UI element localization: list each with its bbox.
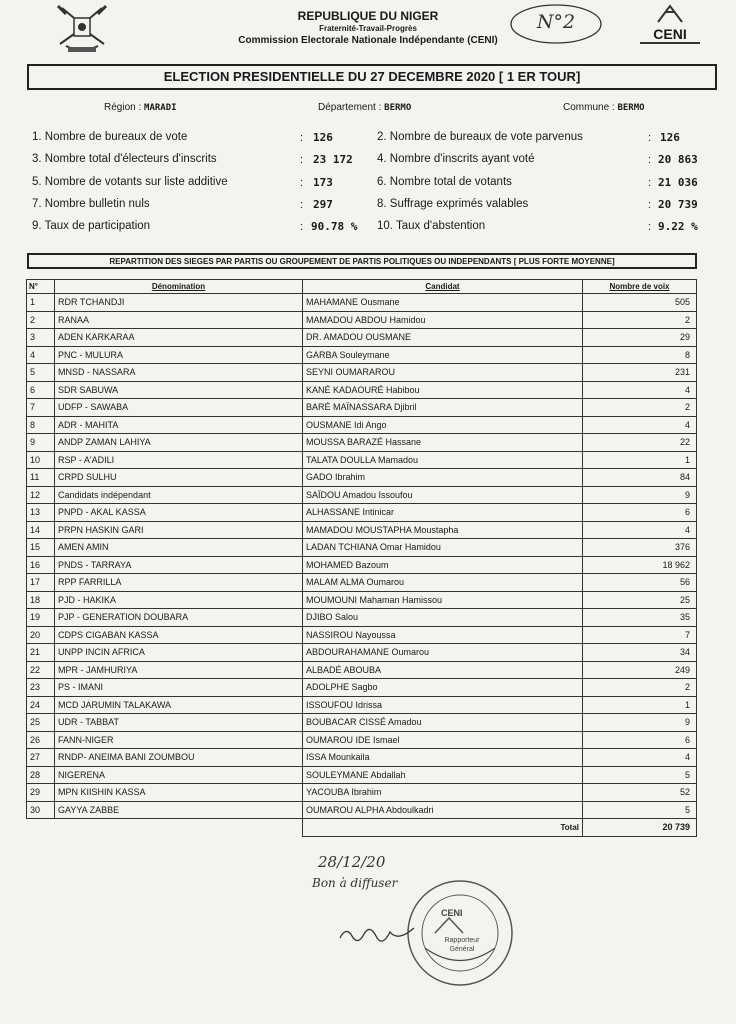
table-row xyxy=(27,451,697,469)
vote-count: 5 xyxy=(583,801,697,819)
candidate-name: ISSOUFOU Idrissa xyxy=(303,696,583,714)
row-number: 15 xyxy=(27,539,55,557)
party-name: RSP - A'ADILI xyxy=(55,451,303,469)
stat-colon: : xyxy=(300,154,304,166)
stat-label: 6. Nombre total de votants xyxy=(377,176,512,188)
election-title: ELECTION PRESIDENTIELLE DU 27 DECEMBRE 2020 [ 1 ER TOUR] xyxy=(27,64,717,90)
stat-label: 5. Nombre de votants sur liste additive xyxy=(32,176,228,188)
stat-colon: : xyxy=(300,199,304,211)
vote-count: 4 xyxy=(583,381,697,399)
stat-colon: : xyxy=(300,221,304,233)
vote-count: 9 xyxy=(583,714,697,732)
region-label: Région : xyxy=(104,102,142,113)
vote-count: 1 xyxy=(583,696,697,714)
party-name: CDPS CIGABAN KASSA xyxy=(55,626,303,644)
official-stamp xyxy=(405,878,515,988)
party-name: MPR - JAMHURIYA xyxy=(55,661,303,679)
table-row xyxy=(27,469,697,487)
row-number: 19 xyxy=(27,609,55,627)
candidate-name: OUMAROU IDE Ismael xyxy=(303,731,583,749)
table-row xyxy=(27,749,697,767)
row-number: 25 xyxy=(27,714,55,732)
row-number: 14 xyxy=(27,521,55,539)
party-name: PNDS - TARRAYA xyxy=(55,556,303,574)
row-number: 13 xyxy=(27,504,55,522)
vote-count: 5 xyxy=(583,766,697,784)
table-row xyxy=(27,311,697,329)
stat-value: 20 739 xyxy=(658,198,698,211)
vote-count: 376 xyxy=(583,539,697,557)
table-row xyxy=(27,626,697,644)
table-row xyxy=(27,644,697,662)
vote-count: 6 xyxy=(583,731,697,749)
vote-count: 2 xyxy=(583,311,697,329)
table-row xyxy=(27,556,697,574)
vote-count: 52 xyxy=(583,784,697,802)
party-name: UDFP - SAWABA xyxy=(55,399,303,417)
ceni-logo-text: CENI xyxy=(640,26,700,44)
stat-value: 126 xyxy=(313,131,333,144)
candidate-name: OUMAROU ALPHA Abdoulkadri xyxy=(303,801,583,819)
candidate-name: SEYNI OUMARAROU xyxy=(303,364,583,382)
table-row xyxy=(27,346,697,364)
vote-count: 231 xyxy=(583,364,697,382)
party-name: PS - IMANI xyxy=(55,679,303,697)
candidate-name: ALBADÉ ABOUBA xyxy=(303,661,583,679)
candidate-name: MAMADOU ABDOU Hamidou xyxy=(303,311,583,329)
table-row xyxy=(27,294,697,312)
total-value: 20 739 xyxy=(583,819,697,837)
region xyxy=(104,102,177,113)
stat-colon: : xyxy=(648,199,652,211)
candidate-name: BOUBACAR CISSÉ Amadou xyxy=(303,714,583,732)
candidate-name: SOULEYMANE Abdallah xyxy=(303,766,583,784)
vote-count: 18 962 xyxy=(583,556,697,574)
vote-count: 29 xyxy=(583,329,697,347)
row-number: 3 xyxy=(27,329,55,347)
vote-count: 4 xyxy=(583,749,697,767)
handwritten-date: 28/12/20 xyxy=(318,853,386,871)
vote-count: 1 xyxy=(583,451,697,469)
stat-value: 9.22 % xyxy=(658,220,698,233)
party-name: Candidats indépendant xyxy=(55,486,303,504)
vote-count: 25 xyxy=(583,591,697,609)
row-number: 12 xyxy=(27,486,55,504)
candidate-name: YACOUBA Ibrahim xyxy=(303,784,583,802)
motto: Fraternité-Travail-Progrès xyxy=(319,24,417,33)
party-name: PRPN HASKIN GARI xyxy=(55,521,303,539)
candidate-name: MAMADOU MOUSTAPHA Moustapha xyxy=(303,521,583,539)
vote-count: 34 xyxy=(583,644,697,662)
candidate-name: GARBA Souleymane xyxy=(303,346,583,364)
vote-count: 84 xyxy=(583,469,697,487)
handwritten-note: Bon à diffuser xyxy=(312,876,398,890)
row-number: 10 xyxy=(27,451,55,469)
party-name: RDR TCHANDJI xyxy=(55,294,303,312)
row-number: 22 xyxy=(27,661,55,679)
party-name: FANN-NIGER xyxy=(55,731,303,749)
table-row xyxy=(27,766,697,784)
party-name: MCD JARUMIN TALAKAWA xyxy=(55,696,303,714)
table-row xyxy=(27,504,697,522)
party-name: PNC - MULURA xyxy=(55,346,303,364)
table-row xyxy=(27,521,697,539)
party-name: GAYYA ZABBE xyxy=(55,801,303,819)
departement xyxy=(318,102,411,113)
party-name: PJD - HAKIKA xyxy=(55,591,303,609)
row-number: 30 xyxy=(27,801,55,819)
candidate-name: DJIBO Salou xyxy=(303,609,583,627)
commission-name: Commission Electorale Nationale Indépendante (CENI) xyxy=(238,35,498,46)
stat-colon: : xyxy=(300,132,304,144)
col-header-number: N° xyxy=(27,280,55,294)
table-row xyxy=(27,591,697,609)
party-name: RNDP- ANEIMA BANI ZOUMBOU xyxy=(55,749,303,767)
candidate-name: ALHASSANE Intinicar xyxy=(303,504,583,522)
row-number: 2 xyxy=(27,311,55,329)
stat-value: 173 xyxy=(313,176,333,189)
candidate-name: OUSMANE Idi Ango xyxy=(303,416,583,434)
table-row xyxy=(27,679,697,697)
vote-count: 2 xyxy=(583,679,697,697)
row-number: 6 xyxy=(27,381,55,399)
stat-label: 9. Taux de participation xyxy=(32,220,151,232)
vote-count: 9 xyxy=(583,486,697,504)
commune xyxy=(563,102,645,113)
party-name: RANAA xyxy=(55,311,303,329)
vote-count: 4 xyxy=(583,416,697,434)
table-row xyxy=(27,364,697,382)
total-label: Total xyxy=(303,819,583,837)
row-number: 8 xyxy=(27,416,55,434)
table-row xyxy=(27,434,697,452)
number-note-text: N°2 xyxy=(536,11,576,33)
stat-label: 3. Nombre total d'électeurs d'inscrits xyxy=(32,153,217,165)
stat-colon: : xyxy=(648,177,652,189)
party-name: CRPD SULHU xyxy=(55,469,303,487)
candidate-name: ABDOURAHAMANE Oumarou xyxy=(303,644,583,662)
stat-value: 20 863 xyxy=(658,153,698,166)
row-number: 16 xyxy=(27,556,55,574)
row-number: 28 xyxy=(27,766,55,784)
candidate-name: LADAN TCHIANA Omar Hamidou xyxy=(303,539,583,557)
party-name: ANDP ZAMAN LAHIYA xyxy=(55,434,303,452)
stat-label: 1. Nombre de bureaux de vote xyxy=(32,131,188,143)
col-header-votes: Nombre de voix xyxy=(583,280,697,294)
party-name: MPN KIISHIN KASSA xyxy=(55,784,303,802)
party-name: PNPD - AKAL KASSA xyxy=(55,504,303,522)
stat-colon: : xyxy=(648,154,652,166)
candidate-name: DR. AMADOU OUSMANE xyxy=(303,329,583,347)
stat-label: 8. Suffrage exprimés valables xyxy=(377,198,529,210)
vote-count: 56 xyxy=(583,574,697,592)
table-row xyxy=(27,381,697,399)
table-row xyxy=(27,609,697,627)
vote-count: 505 xyxy=(583,294,697,312)
vote-count: 7 xyxy=(583,626,697,644)
row-number: 23 xyxy=(27,679,55,697)
stat-value: 23 172 xyxy=(313,153,353,166)
row-number: 18 xyxy=(27,591,55,609)
candidate-name: MALAM ALMA Oumarou xyxy=(303,574,583,592)
candidate-name: KANÉ KADAOURÉ Habibou xyxy=(303,381,583,399)
table-row xyxy=(27,801,697,819)
candidate-name: TALATA DOULLA Mamadou xyxy=(303,451,583,469)
candidate-name: ISSA Mounkaila xyxy=(303,749,583,767)
table-row xyxy=(27,661,697,679)
party-name: AMEN AMIN xyxy=(55,539,303,557)
stamp-center: CENI xyxy=(441,908,463,918)
table-row xyxy=(27,539,697,557)
table-row xyxy=(27,784,697,802)
vote-count: 4 xyxy=(583,521,697,539)
party-name: UNPP INCIN AFRICA xyxy=(55,644,303,662)
party-name: MNSD - NASSARA xyxy=(55,364,303,382)
candidate-name: MOUSSA BARAZÉ Hassane xyxy=(303,434,583,452)
signature xyxy=(338,918,418,948)
commune-label: Commune : xyxy=(563,102,615,113)
table-header xyxy=(27,280,697,294)
stat-value: 297 xyxy=(313,198,333,211)
candidate-name: GADO Ibrahim xyxy=(303,469,583,487)
repartition-title: REPARTITION DES SIEGES PAR PARTIS OU GROUPEMENT DE PARTIS POLITIQUES OU INDEPENDANTS [ PLUS FORTE MOYENNE] xyxy=(27,253,697,269)
region-value: MARADI xyxy=(144,103,177,113)
stat-label: 10. Taux d'abstention xyxy=(377,220,486,232)
stat-colon: : xyxy=(300,177,304,189)
row-number: 24 xyxy=(27,696,55,714)
ceni-logo xyxy=(640,2,700,46)
table-row xyxy=(27,329,697,347)
vote-count: 2 xyxy=(583,399,697,417)
party-name: UDR - TABBAT xyxy=(55,714,303,732)
party-name: ADEN KARKARAA xyxy=(55,329,303,347)
candidate-name: MAHAMANE Ousmane xyxy=(303,294,583,312)
departement-label: Département : xyxy=(318,102,382,113)
row-number: 7 xyxy=(27,399,55,417)
row-number: 5 xyxy=(27,364,55,382)
table-row xyxy=(27,696,697,714)
stat-value: 126 xyxy=(660,131,680,144)
row-number: 9 xyxy=(27,434,55,452)
stat-label: 4. Nombre d'inscrits ayant voté xyxy=(377,153,535,165)
party-name: PJP - GENERATION DOUBARA xyxy=(55,609,303,627)
table-row xyxy=(27,714,697,732)
row-number: 1 xyxy=(27,294,55,312)
row-number: 27 xyxy=(27,749,55,767)
stamp-role: Rapporteur Général xyxy=(444,937,480,953)
republic-title: REPUBLIQUE DU NIGER xyxy=(297,9,439,23)
vote-count: 249 xyxy=(583,661,697,679)
party-name: NIGERENA xyxy=(55,766,303,784)
table-row xyxy=(27,486,697,504)
vote-count: 8 xyxy=(583,346,697,364)
row-number: 11 xyxy=(27,469,55,487)
table-row xyxy=(27,574,697,592)
row-number: 26 xyxy=(27,731,55,749)
vote-count: 6 xyxy=(583,504,697,522)
candidate-name: MOHAMED Bazoum xyxy=(303,556,583,574)
table-row xyxy=(27,399,697,417)
departement-value: BERMO xyxy=(384,103,412,113)
party-name: SDR SABUWA xyxy=(55,381,303,399)
stat-colon: : xyxy=(648,221,652,233)
candidate-name: MOUMOUNI Mahaman Hamissou xyxy=(303,591,583,609)
vote-count: 35 xyxy=(583,609,697,627)
party-name: ADR - MAHITA xyxy=(55,416,303,434)
candidate-name: BARÉ MAÏNASSARA Djibril xyxy=(303,399,583,417)
vote-count: 22 xyxy=(583,434,697,452)
row-number: 4 xyxy=(27,346,55,364)
col-header-denomination: Dénomination xyxy=(55,280,303,294)
number-note xyxy=(508,2,604,46)
candidate-name: ADOLPHE Sagbo xyxy=(303,679,583,697)
row-number: 17 xyxy=(27,574,55,592)
row-number: 29 xyxy=(27,784,55,802)
stat-label: 2. Nombre de bureaux de vote parvenus xyxy=(377,131,583,143)
total-row xyxy=(27,819,697,837)
candidate-name: SAÏDOU Amadou Issoufou xyxy=(303,486,583,504)
results-table xyxy=(26,279,697,837)
commune-value: BERMO xyxy=(617,103,645,113)
table-row xyxy=(27,416,697,434)
row-number: 21 xyxy=(27,644,55,662)
table-row xyxy=(27,731,697,749)
candidate-name: NASSIROU Nayoussa xyxy=(303,626,583,644)
party-name: RPP FARRILLA xyxy=(55,574,303,592)
row-number: 20 xyxy=(27,626,55,644)
stat-value: 90.78 % xyxy=(311,220,358,233)
stat-value: 21 036 xyxy=(658,176,698,189)
col-header-candidat: Candidat xyxy=(303,280,583,294)
stat-colon: : xyxy=(648,132,652,144)
stat-label: 7. Nombre bulletin nuls xyxy=(32,198,150,210)
